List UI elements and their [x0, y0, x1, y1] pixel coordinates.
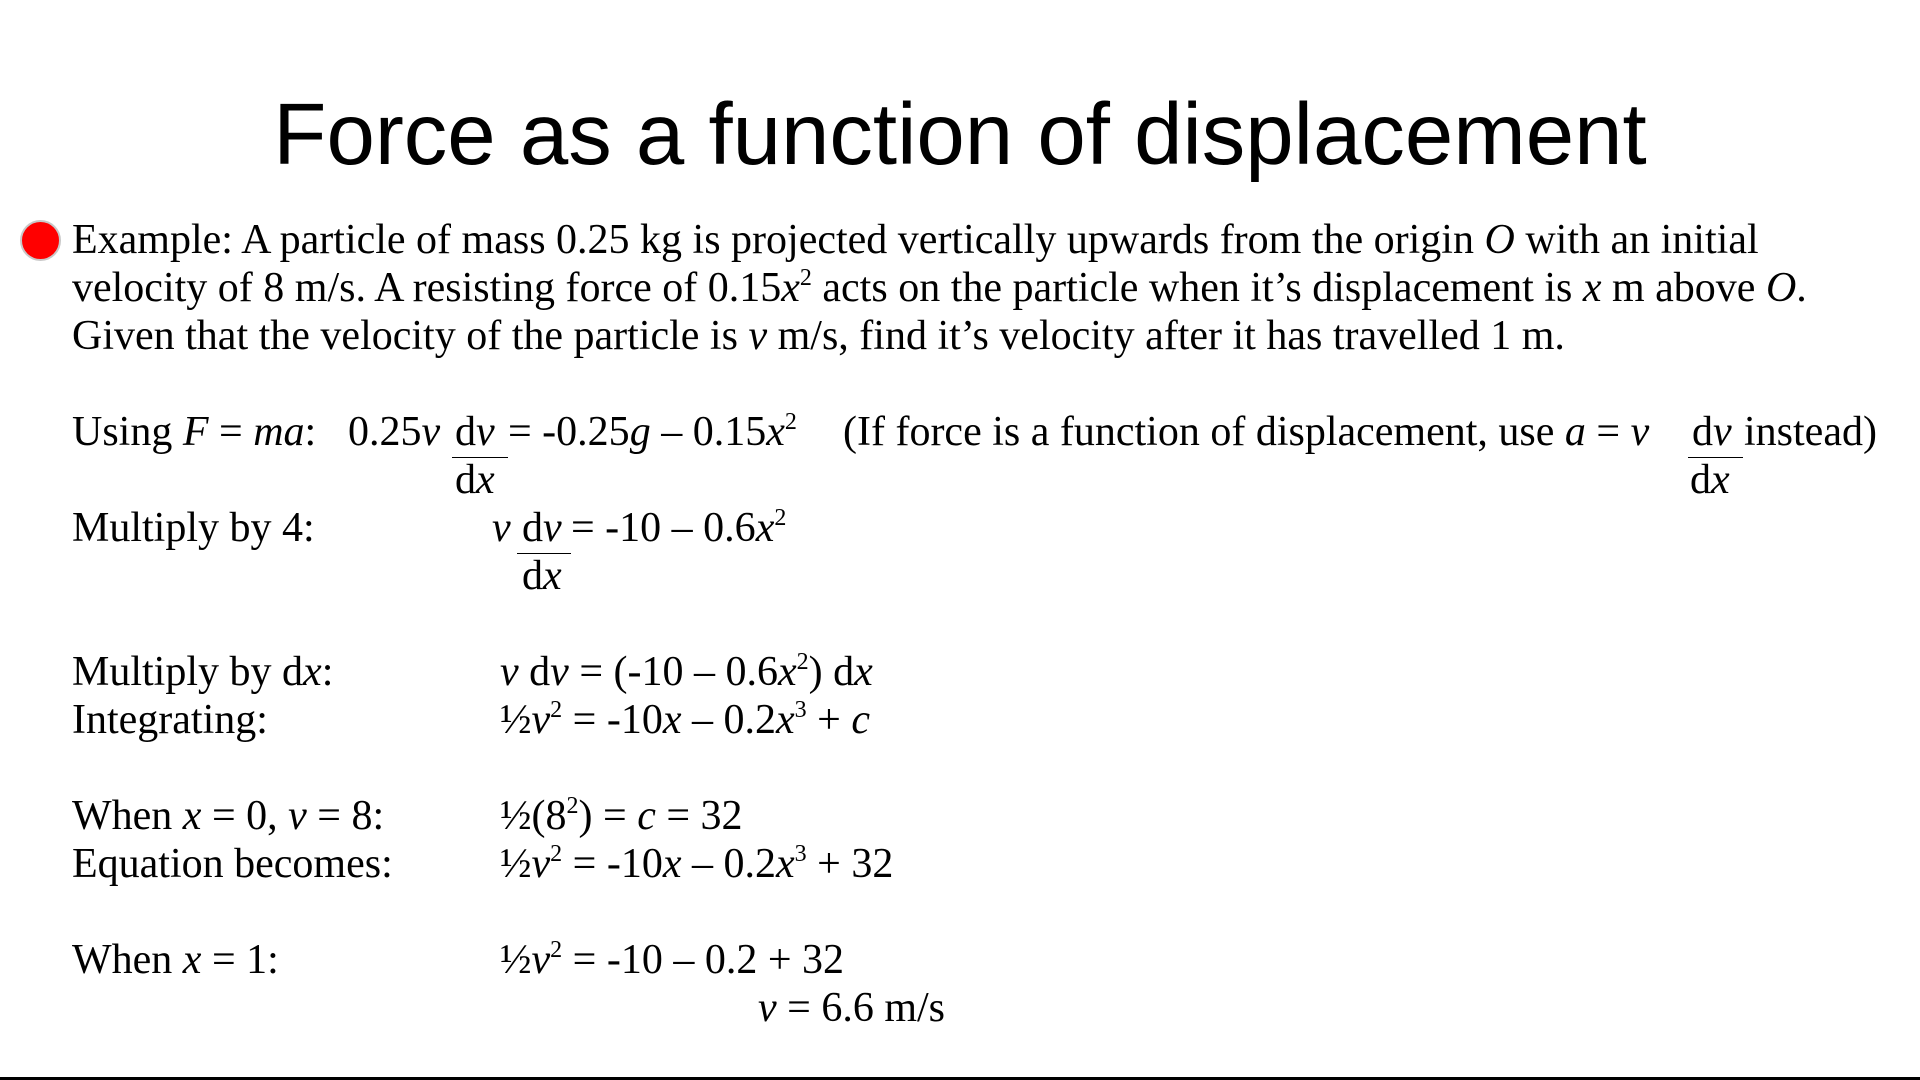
var-x: x — [776, 841, 795, 887]
exponent: 2 — [774, 505, 787, 531]
text: = 0, — [201, 793, 289, 839]
var-v: v — [421, 409, 441, 455]
var-v: v — [492, 505, 511, 551]
var-x: x — [303, 649, 322, 695]
exponent: 2 — [799, 265, 812, 291]
text: Given that the velocity of the particle is — [72, 313, 749, 359]
exponent: 2 — [550, 841, 563, 867]
becomes-equation — [500, 840, 893, 888]
text: Multiply by d — [72, 649, 304, 695]
var-v: v — [1630, 409, 1650, 455]
var-x: x — [543, 553, 562, 599]
text: with an initial — [1514, 217, 1759, 263]
using-frac-den — [455, 456, 495, 504]
coefficient: 0.25 — [348, 409, 422, 455]
var-v: v — [531, 697, 551, 743]
text: ) = — [578, 793, 638, 839]
var-x: x — [766, 409, 785, 455]
when0-equation — [500, 792, 743, 840]
var-x: x — [854, 649, 873, 695]
var-F: F — [182, 409, 209, 455]
text: Example: A particle of mass 0.25 kg is projected vertically upwards from the origin — [72, 217, 1485, 263]
text: d — [1690, 457, 1711, 503]
exponent: 2 — [796, 649, 809, 675]
multiply4-label: Multiply by 4: — [72, 505, 315, 551]
text: = -10 — [562, 697, 663, 743]
exponent: 2 — [784, 409, 797, 435]
integrating-equation — [500, 696, 870, 744]
text: d — [522, 505, 543, 551]
slide-title: Force as a function of displacement — [273, 86, 1647, 183]
var-x: x — [662, 841, 682, 887]
text: = — [208, 409, 254, 455]
note-frac-den — [1690, 456, 1730, 504]
var-x: x — [182, 937, 202, 983]
exponent: 2 — [566, 793, 579, 819]
when0-label — [72, 792, 384, 840]
text: ½ — [500, 841, 532, 887]
text: d — [518, 649, 551, 695]
example-line-1 — [72, 216, 1759, 264]
text: ½ — [500, 937, 532, 983]
using-rhs — [508, 408, 797, 456]
var-v: v — [476, 409, 495, 455]
multiply4-v — [492, 504, 511, 552]
var-x: x — [781, 265, 800, 311]
var-x: x — [755, 505, 775, 551]
text: + 32 — [806, 841, 894, 887]
var-v: v — [531, 937, 551, 983]
text: m/s, find it’s velocity after it has travelled 1 m. — [767, 313, 1565, 359]
multiply4-frac-den — [522, 552, 562, 600]
exponent: 3 — [794, 697, 807, 723]
var-v: v — [288, 793, 307, 839]
var-x: x — [777, 649, 797, 695]
var-x: x — [1711, 457, 1730, 503]
exponent: 2 — [550, 937, 563, 963]
text: = — [1585, 409, 1631, 455]
var-v: v — [531, 841, 551, 887]
text: (If force is a function of displacement, use — [843, 409, 1565, 455]
var-x: x — [476, 457, 495, 503]
note-end: instead) — [1744, 409, 1877, 455]
var-v: v — [1713, 409, 1732, 455]
var-O: O — [1765, 265, 1797, 311]
var-x: x — [662, 697, 682, 743]
text: = 6.6 m/s — [776, 985, 946, 1031]
text: – 0.2 — [681, 841, 776, 887]
multiplydx-label — [72, 648, 333, 696]
var-c: c — [851, 697, 870, 743]
text: ½ — [500, 697, 532, 743]
var-v: v — [500, 649, 519, 695]
becomes-label: Equation becomes: — [72, 841, 393, 887]
text: . — [1796, 265, 1807, 311]
text: = 8: — [306, 793, 385, 839]
var-v: v — [543, 505, 562, 551]
text: velocity of 8 m/s. A resisting force of 0.15 — [72, 265, 782, 311]
multiply4-rhs — [571, 504, 786, 552]
text: = 32 — [655, 793, 743, 839]
when1-label — [72, 936, 279, 984]
answer — [758, 984, 945, 1032]
text: – 0.15 — [650, 409, 767, 455]
multiplydx-equation — [500, 648, 873, 696]
text: d — [522, 553, 543, 599]
example-line-2 — [72, 264, 1807, 312]
using-note — [843, 408, 1649, 456]
text: : — [304, 409, 317, 455]
using-label — [72, 408, 316, 456]
var-x: x — [182, 793, 202, 839]
var-v: v — [758, 985, 777, 1031]
using-frac-num — [455, 408, 495, 456]
var-x: x — [776, 697, 795, 743]
var-x: x — [1582, 265, 1602, 311]
text: – 0.2 — [681, 697, 776, 743]
text: = -10 – 0.2 + 32 — [562, 937, 845, 983]
text: ) d — [808, 649, 855, 695]
example-line-3 — [72, 312, 1565, 360]
using-lhs — [348, 408, 440, 456]
text: acts on the particle when it’s displacement is — [811, 265, 1583, 311]
text: = 1: — [201, 937, 279, 983]
text: = -10 — [562, 841, 663, 887]
exponent: 2 — [550, 697, 563, 723]
bullet-dot-icon — [20, 220, 61, 261]
text: When — [72, 793, 183, 839]
exponent: 3 — [794, 841, 807, 867]
var-a: a — [1564, 409, 1586, 455]
text: d — [455, 457, 476, 503]
integrating-label: Integrating: — [72, 697, 268, 743]
when1-equation — [500, 936, 844, 984]
text: = (-10 – 0.6 — [568, 649, 778, 695]
text: ½(8 — [500, 793, 567, 839]
text: Using — [72, 409, 183, 455]
text: : — [321, 649, 334, 695]
var-v: v — [748, 313, 768, 359]
text: d — [455, 409, 476, 455]
text: d — [1692, 409, 1713, 455]
var-v: v — [550, 649, 569, 695]
var-ma: ma — [253, 409, 305, 455]
text: When — [72, 937, 183, 983]
text: = -10 – 0.6 — [571, 505, 756, 551]
note-frac-num — [1692, 408, 1732, 456]
var-c: c — [637, 793, 656, 839]
multiply4-frac-num — [522, 504, 562, 552]
text: = -0.25 — [508, 409, 630, 455]
text: + — [806, 697, 852, 743]
var-O: O — [1484, 217, 1515, 263]
var-g: g — [629, 409, 651, 455]
text: m above — [1601, 265, 1766, 311]
